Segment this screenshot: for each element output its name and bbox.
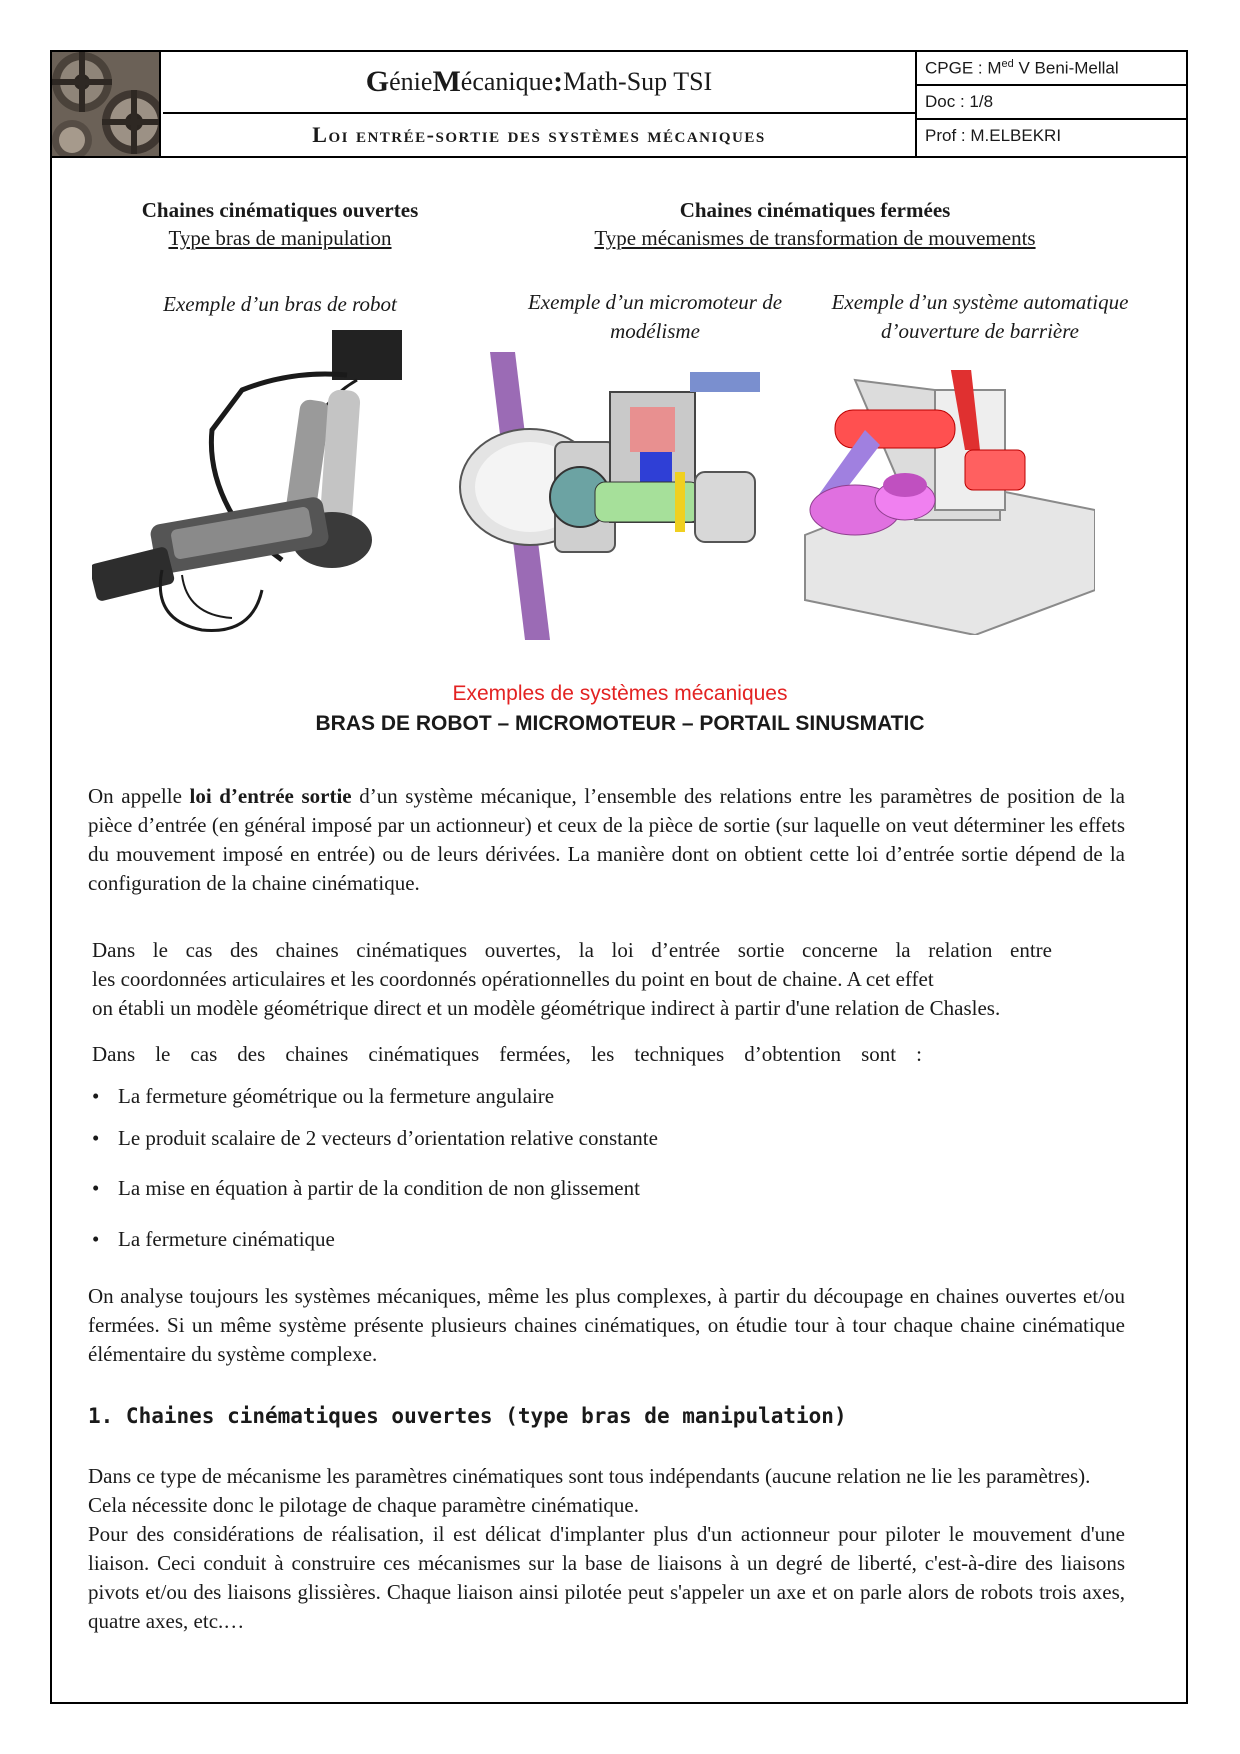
list-item: • La fermeture cinématique: [88, 1227, 658, 1256]
barrier-caption: Exemple d’un système automatique d’ouverture de barrière: [831, 290, 1129, 343]
gears-icon: [52, 52, 159, 156]
open-line-1: Dans le cas des chaines cinématiques ouvertes, la loi d’entrée sortie concerne la relation entre: [92, 938, 1052, 962]
title-part: écanique: [460, 67, 554, 96]
intro-paragraph: [88, 782, 1125, 898]
intro-post: d’un système mécanique, l’ensemble des relations entre les paramètres de position de la pièce d’entrée (en général imposé par un actionneur) et ceux de la pièce de sortie (sur laquelle on veut déterminer les effets du mouvement imposé en entrée) ou de leurs dérivées. La manière dont on obtient cette loi d’entrée sortie dépend de la configuration de la chaine cinématique.: [88, 784, 1125, 895]
robot-caption: Exemple d’un bras de robot: [163, 292, 397, 316]
list-item: • La fermeture géométrique ou la fermeture angulaire: [88, 1084, 658, 1113]
barrier-image: [795, 370, 1095, 635]
closed-chain-subtitle: Type mécanismes de transformation de mouvements: [594, 226, 1036, 250]
section-heading: 1. Chaines cinématiques ouvertes (type bras de manipulation): [88, 1404, 847, 1428]
school-prefix: CPGE : M: [925, 58, 1002, 78]
header-subtitle: Loi entrée-sortie des systèmes mécaniques: [312, 122, 766, 147]
closed-chain-paragraph: Dans le cas des chaines cinématiques fermées, les techniques d’obtention sont :: [92, 1042, 922, 1066]
open-chain-title: Chaines cinématiques ouvertes: [141, 198, 419, 222]
intro-bold: loi d’entrée sortie: [189, 784, 352, 808]
gears-logo: [52, 52, 161, 156]
open-line-3: on établi un modèle géométrique direct et un modèle géométrique indirect à partir d'une relation de Chasles.: [92, 996, 1001, 1020]
open-chain-subtitle: Type bras de manipulation: [168, 226, 392, 250]
closed-chain-heading: [520, 196, 1110, 252]
title-part: :: [553, 65, 564, 98]
analysis-paragraph: On analyse toujours les systèmes mécaniques, même les plus complexes, à partir du découpage en chaines ouvertes et/ou fermées. Si un même système présente plusieurs chaines cinématiques, on étudie tour à tour chaque chaine cinématique élémentaire du système complexe.: [88, 1284, 1125, 1366]
school-suffix: V Beni-Mellal: [1013, 58, 1119, 78]
header-title: [163, 52, 915, 114]
header-divider: [52, 156, 1186, 158]
title-part: énie: [389, 67, 433, 96]
section-paragraph-2: Pour des considérations de réalisation, il est délicat d'implanter plus d'un actionneur pour piloter le mouvement d'une liaison. Ceci conduit à construire ces mécanismes sur la base de liaisons à un degré de liberté, c'est-à-dire des liaisons pivots et/ou des liaisons glissières. Chaque liaison ainsi pilotée peut s'appeler un axe et on parle alors de robots trois axes, quatre axes, etc.…: [88, 1522, 1125, 1633]
title-part: G: [365, 65, 390, 98]
examples-title: Exemples de systèmes mécaniques: [452, 682, 788, 705]
list-item: • Le produit scalaire de 2 vecteurs d’orientation relative constante: [88, 1126, 658, 1155]
open-line-2: les coordonnées articulaires et les coordonnés opérationnelles du point en bout de chaine. A cet effet: [92, 967, 934, 991]
technique-list: [88, 1084, 658, 1256]
prof-cell: Prof : M.ELBEKRI: [925, 126, 1062, 145]
section-paragraph-1: Dans ce type de mécanisme les paramètres cinématiques sont tous indépendants (aucune relation ne lie les paramètres). Cela nécessite donc le pilotage de chaque paramètre cinématique.: [88, 1464, 1091, 1517]
robot-arm-image: [92, 330, 402, 655]
school-sup: ed: [1001, 58, 1014, 70]
doc-cell: Doc : 1/8: [917, 86, 1186, 120]
school-cell: [917, 52, 1186, 86]
engine-image: [455, 352, 770, 640]
title-part: Math-Sup TSI: [563, 67, 713, 96]
closed-chain-title: Chaines cinématiques fermées: [679, 198, 951, 222]
header-info: [915, 52, 1186, 156]
open-chain-heading: [90, 196, 470, 252]
examples-list: BRAS DE ROBOT – MICROMOTEUR – PORTAIL SINUSMATIC: [315, 712, 925, 735]
engine-caption: Exemple d’un micromoteur de modélisme: [527, 290, 783, 343]
intro-pre: On appelle: [88, 784, 190, 808]
list-item: • La mise en équation à partir de la condition de non glissement: [88, 1176, 658, 1205]
title-part: M: [432, 65, 461, 98]
